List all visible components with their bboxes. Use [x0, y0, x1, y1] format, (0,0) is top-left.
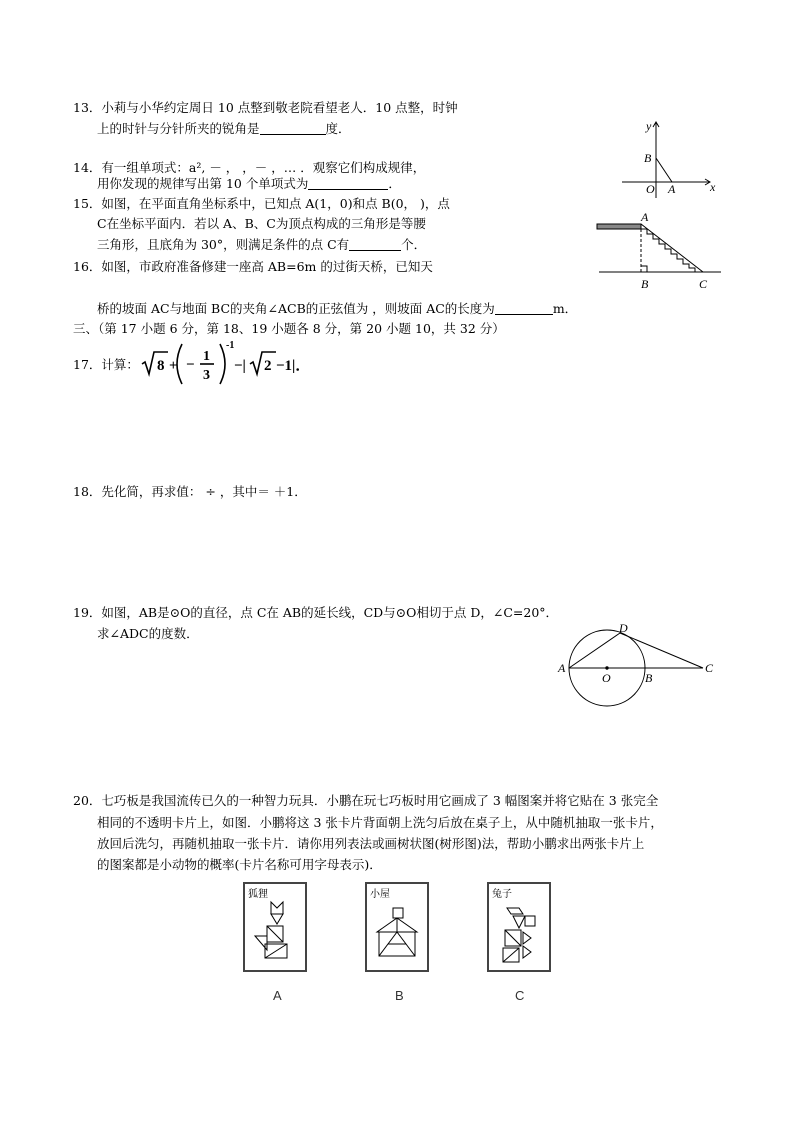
- slope-ac: [641, 224, 703, 272]
- q14-line2-post: ．: [388, 176, 401, 191]
- sqrt-sign-2: [250, 352, 276, 374]
- bridge-deck: [597, 224, 641, 229]
- rabbit-head: [525, 916, 535, 926]
- q14-answer-blank[interactable]: [308, 177, 388, 190]
- fox-head: [271, 902, 283, 914]
- q15-line2: C在坐标平面内．若以 A、B、C为顶点构成的三角形是等腰: [97, 216, 426, 231]
- q20-line2: 相同的不透明卡片上，如图．小鹏将这 3 张卡片背面朝上洗匀后放在桌子上，从中随机抽取一张卡片，: [97, 815, 663, 830]
- card-c[interactable]: [487, 882, 551, 1003]
- center-dot: [606, 667, 608, 669]
- left-paren: [177, 344, 182, 384]
- q13-line2-pre: 上的时针与分针所夹的锐角是: [97, 121, 260, 136]
- q16-line2: [97, 301, 577, 317]
- card-a-label: A: [273, 988, 282, 1003]
- abs-open: −|: [234, 358, 246, 374]
- q16-figure: [595, 210, 725, 295]
- segment-ab: [656, 158, 672, 182]
- denominator: 3: [203, 368, 210, 383]
- q17-formula: [140, 340, 310, 390]
- chord-ad: [569, 633, 620, 668]
- card-b[interactable]: [365, 882, 429, 1003]
- q19-line1: 19．如图，AB是⊙O的直径，点 C在 AB的延长线，CD与⊙O相切于点 D，∠C=20°．: [73, 605, 559, 620]
- q13-line1: 13．小莉与小华约定周日 10 点整到敬老院看望老人．10 点整，时钟: [73, 100, 458, 115]
- q18-text: 18．先化简，再求值： ÷ ，其中＝ ＋1．: [73, 484, 307, 499]
- q13-answer-blank[interactable]: [260, 122, 326, 135]
- q16-line2-post: m．: [552, 301, 578, 316]
- card-a-title: 狐狸: [248, 889, 268, 900]
- rabbit-tangram: [495, 902, 543, 966]
- rabbit-ear: [507, 908, 523, 914]
- minus-sign: −: [186, 357, 195, 373]
- label-d: D: [619, 621, 628, 635]
- exponent: -1: [226, 340, 235, 351]
- right-angle-mark: [641, 266, 647, 272]
- q14-line1: 14．有一组单项式：a², － ， ，－ ，… ．观察它们构成规律，: [73, 160, 426, 175]
- section3-header: 三、（第 17 小题 6 分，第 18、19 小题各 8 分，第 20 小题 10，共 32 分）: [73, 321, 505, 336]
- label-o: O: [602, 671, 611, 685]
- label-b: B: [644, 151, 652, 165]
- rabbit-paw-1: [523, 932, 531, 944]
- rabbit-paw-2: [523, 946, 531, 958]
- q15-line3-post: 个．: [401, 237, 427, 252]
- label-a: A: [641, 210, 649, 224]
- label-b: B: [641, 277, 649, 291]
- sqrt2-radicand: 2: [264, 358, 272, 374]
- label-a: A: [668, 182, 676, 196]
- q15-line3: [97, 237, 426, 253]
- rabbit-neck: [513, 916, 525, 928]
- sqrt8-radicand: 8: [157, 358, 165, 374]
- q13-line2: [97, 121, 351, 137]
- label-a: A: [558, 661, 566, 675]
- q15-figure: [610, 118, 720, 198]
- q13-line2-post: 度．: [325, 121, 351, 136]
- q20-line3: 放回后洗匀，再随机抽取一张卡片．请你用列表法或画树状图(树形图)法，帮助小鹏求出两张卡片上: [97, 836, 645, 851]
- q14-line2: [97, 176, 401, 192]
- card-a[interactable]: [243, 882, 307, 1003]
- right-paren: [220, 344, 225, 384]
- card-b-label: B: [395, 988, 404, 1003]
- card-c-label: C: [515, 988, 525, 1003]
- stairs: [641, 229, 695, 272]
- abs-close: −1|．: [276, 358, 311, 374]
- numerator: 1: [203, 349, 210, 364]
- q15-line1: 15．如图，在平面直角坐标系中，已知点 A(1，0)和点 B(0， )，点: [73, 196, 450, 211]
- card-c-title: 兔子: [492, 889, 512, 900]
- house-tangram: [371, 904, 423, 966]
- q20-line4: 的图案都是小动物的概率(卡片名称可用字母表示)．: [97, 857, 382, 872]
- q19-figure: [555, 620, 725, 695]
- q17-prefix: 17．计算：: [73, 357, 139, 372]
- q16-line2-pre: 桥的坡面 AC与地面 BC的夹角∠ACB的正弦值为 ，则坡面 AC的长度为: [97, 301, 495, 316]
- fox-neck: [271, 914, 283, 924]
- q20-line1: 20．七巧板是我国流传已久的一种智力玩具．小鹏在玩七巧板时用它画成了 3 幅图案并将它贴在 3 张完全: [73, 793, 659, 808]
- chimney: [393, 908, 403, 918]
- tangent-dc: [620, 633, 703, 668]
- label-b: B: [645, 671, 653, 685]
- q16-line1: 16．如图，市政府准备修建一座高 AB=6m 的过街天桥，已知天: [73, 259, 433, 274]
- label-c: C: [705, 661, 714, 675]
- fox-tangram: [253, 900, 297, 964]
- q15-answer-blank[interactable]: [349, 238, 401, 251]
- label-c: C: [699, 277, 708, 291]
- label-o: O: [646, 182, 655, 196]
- q19-line2: 求∠ADC的度数．: [97, 626, 199, 641]
- q14-line2-pre: 用你发现的规律写出第 10 个单项式为: [97, 176, 309, 191]
- card-b-title: 小屋: [370, 889, 390, 900]
- label-x: x: [710, 180, 716, 194]
- q16-answer-blank[interactable]: [495, 302, 553, 315]
- label-y: y: [646, 119, 652, 133]
- plus-sign: +: [169, 358, 178, 374]
- q15-line3-pre: 三角形，且底角为 30°，则满足条件的点 C有: [97, 237, 350, 252]
